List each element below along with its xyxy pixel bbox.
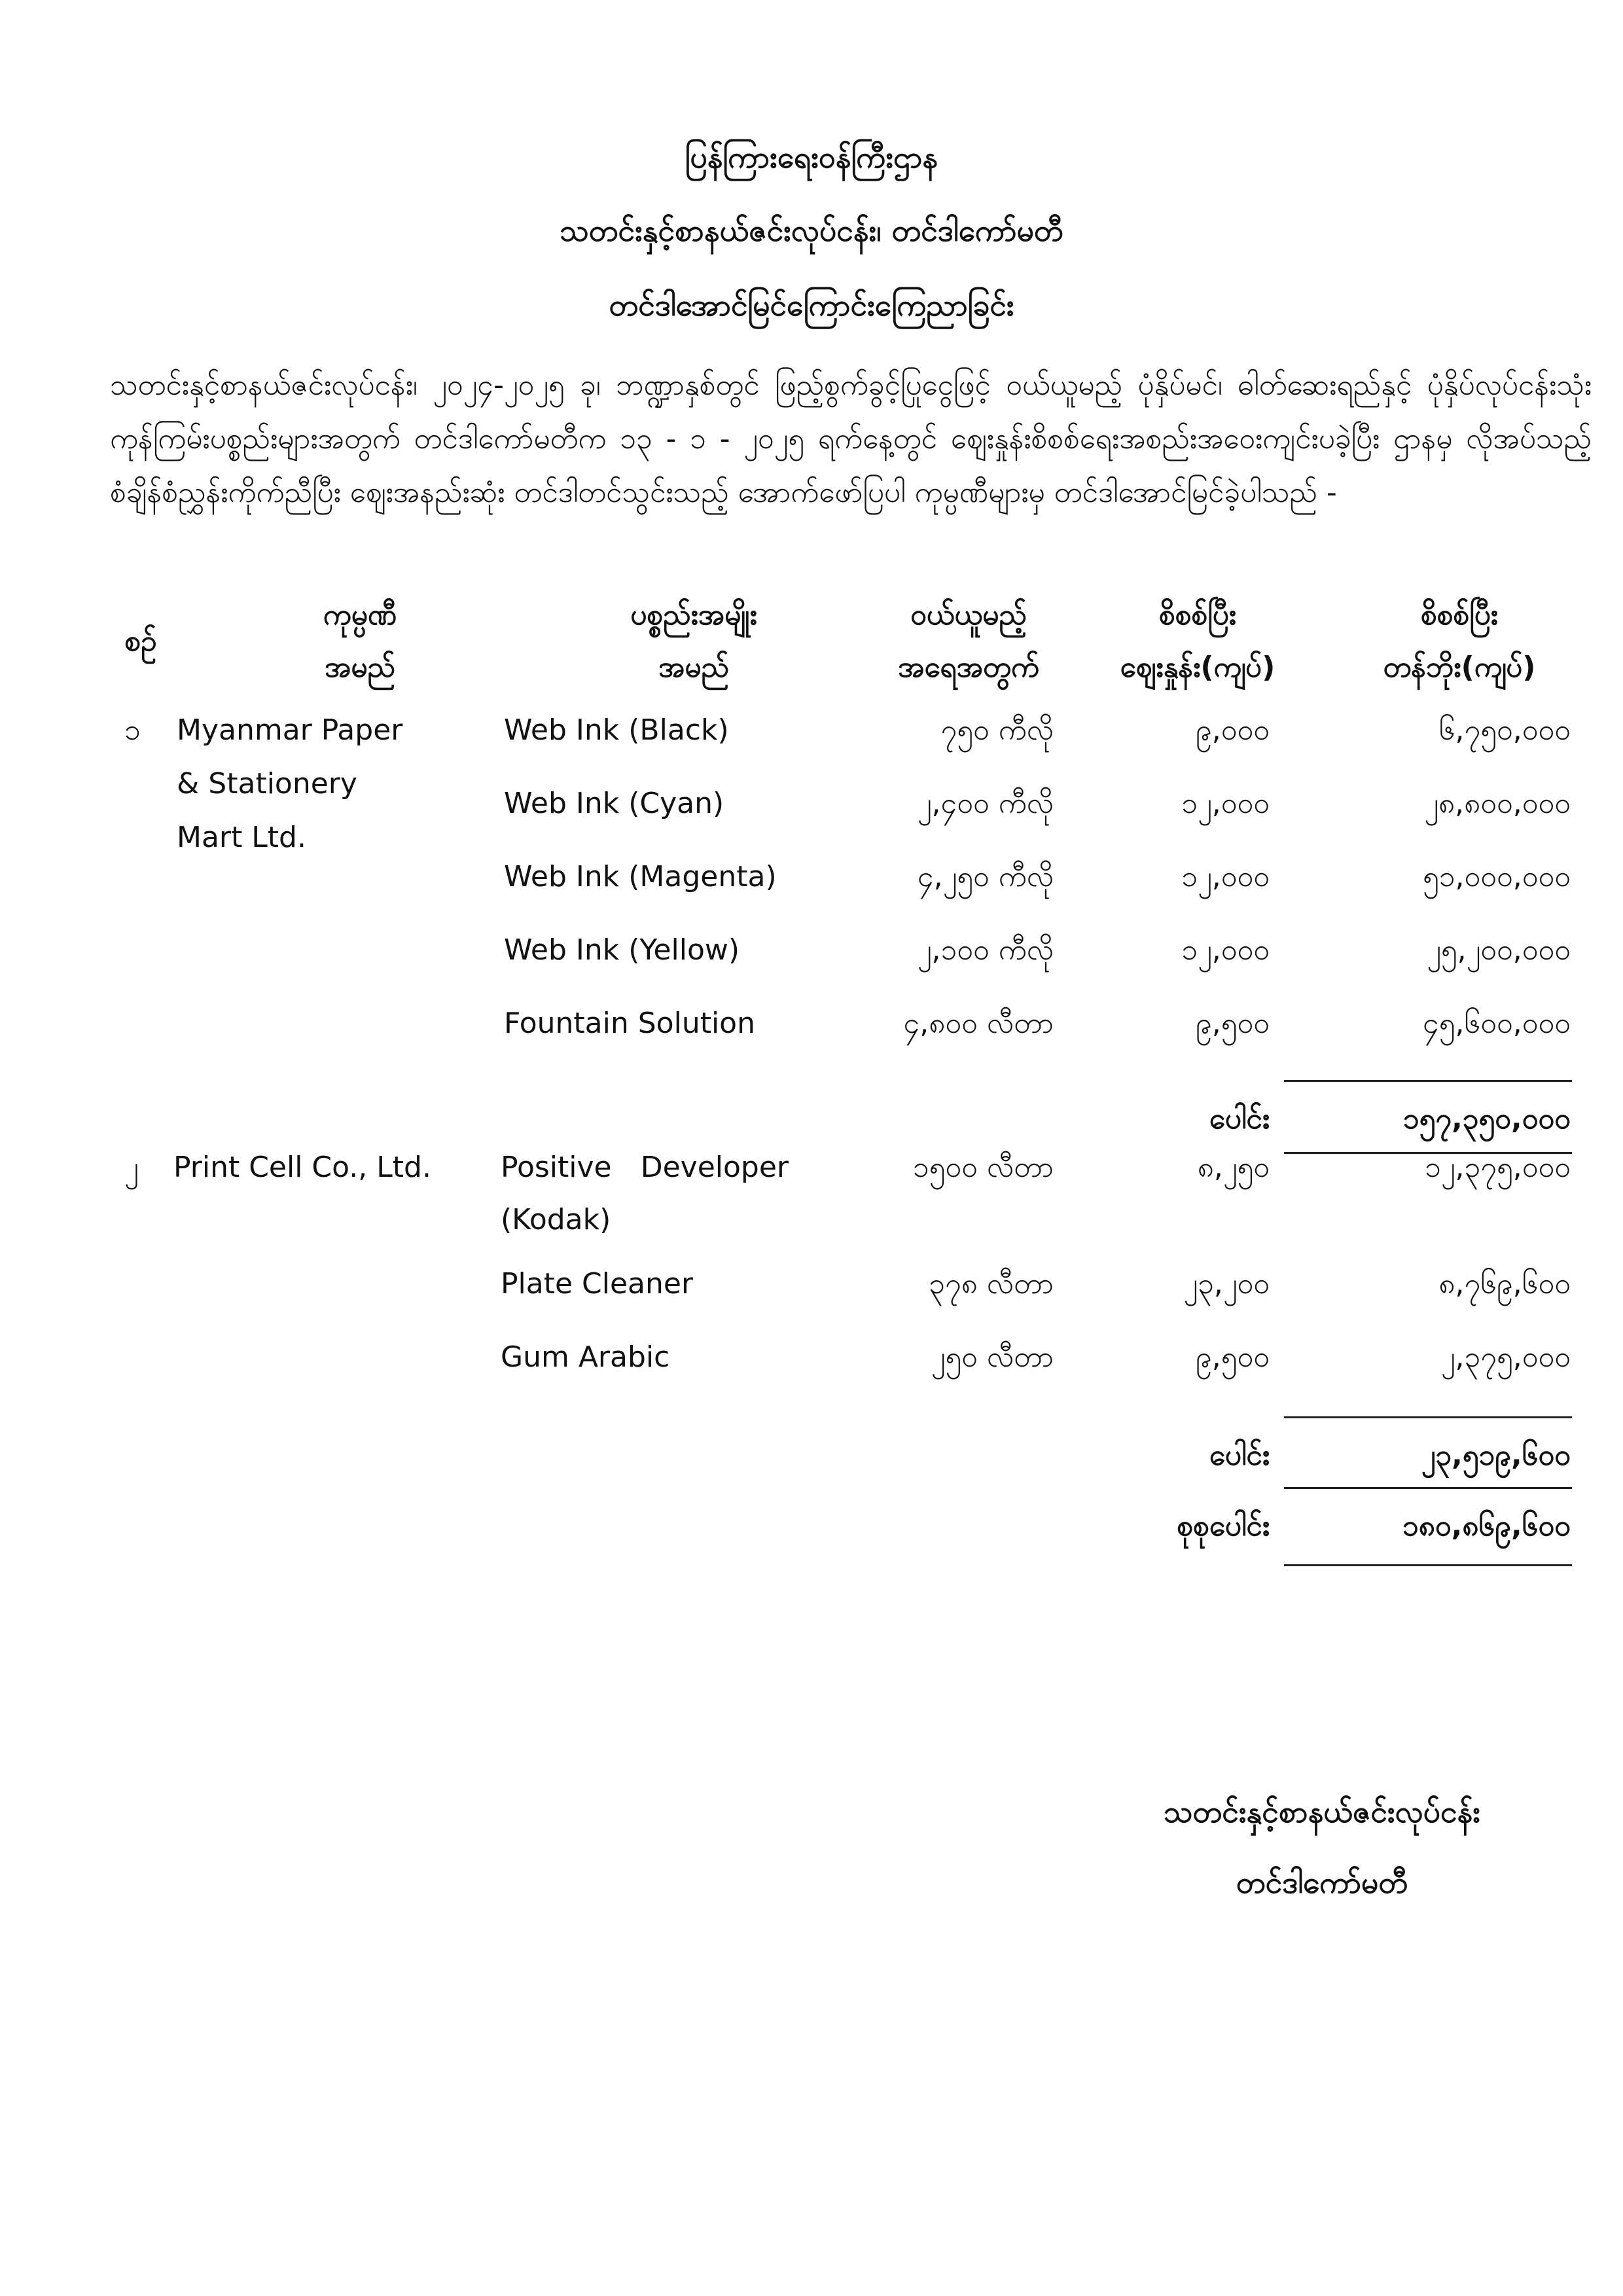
item-name: Web Ink (Cyan)	[504, 787, 724, 820]
grand-total-value: ၁၈၀,၈၆၉,၆၀၀	[1402, 1509, 1571, 1543]
ministry-heading: ပြန်ကြားရေးဝန်ကြီးဌာန	[685, 139, 938, 175]
item-name: Positive Developer (Kodak)	[501, 1151, 789, 1236]
subtotal-value: ၁၅၇,၃၅၀,၀၀၀	[1402, 1102, 1571, 1136]
subtotal-value: ၂၃,၅၁၉,၆၀၀	[1421, 1439, 1571, 1472]
subject-heading: တင်ဒါအောင်မြင်ကြောင်းကြေညာခြင်း	[609, 287, 1014, 323]
item-value: ၂,၃၇၅,၀၀၀	[1440, 1340, 1571, 1374]
header-value-1: စိစစ်ပြီး	[1421, 598, 1498, 632]
signature-line-1: သတင်းနှင့်စာနယ်ဇင်းလုပ်ငန်း	[1164, 1794, 1480, 1829]
item-price: ၈,၂၅၀	[1197, 1151, 1270, 1184]
item-price: ၁၂,၀၀၀	[1181, 933, 1270, 967]
item-value: ၈,၇၆၉,၆၀၀	[1438, 1267, 1571, 1300]
item-value: ၆,၇၅၀,၀၀၀	[1438, 713, 1571, 747]
subtotal-rule	[1284, 1080, 1572, 1082]
item-qty: ၁၅၀၀ လီတာ	[912, 1151, 1054, 1184]
subtotal-label: ပေါင်း	[1209, 1439, 1270, 1472]
item-price: ၉,၅၀၀	[1196, 1340, 1270, 1374]
group-1-company-line: Myanmar Paper	[177, 713, 403, 747]
item-name: Fountain Solution	[504, 1007, 755, 1040]
item-qty: ၂၅၀ လီတာ	[931, 1340, 1054, 1374]
signature-line-2: တင်ဒါကော်မတီ	[1236, 1865, 1408, 1900]
header-company-1: ကုမ္ပဏီ	[323, 598, 397, 632]
item-value: ၂၈,၈၀၀,၀၀၀	[1424, 787, 1571, 820]
item-qty: ၂,၄၀၀ ကီလို	[917, 787, 1054, 820]
item-value: ၁၂,၃၇၅,၀၀၀	[1425, 1151, 1571, 1184]
item-qty: ၃၇၈ လီတာ	[929, 1267, 1054, 1300]
subtotal-label: ပေါင်း	[1209, 1102, 1270, 1136]
item-qty: ၂,၁၀၀ ကီလို	[917, 933, 1054, 967]
group-2-no: ၂	[124, 1151, 139, 1184]
item-price: ၉,၅၀၀	[1196, 1007, 1270, 1040]
subtotal-rule	[1284, 1416, 1572, 1418]
header-price-1: စိစစ်ပြီး	[1159, 598, 1236, 632]
header-company-2: အမည်	[324, 651, 396, 684]
item-name: Gum Arabic	[501, 1340, 670, 1374]
item-price: ၁၂,၀၀၀	[1181, 787, 1270, 820]
group-1-company-line: Mart Ltd.	[177, 821, 306, 854]
item-price: ၁၂,၀၀၀	[1181, 860, 1270, 893]
item-value: ၄၅,၆၀၀,၀၀၀	[1423, 1007, 1571, 1040]
header-price-2: ဈေးနှုန်း(ကျပ်)	[1120, 651, 1275, 684]
header-item-1: ပစ္စည်းအမျိုး	[630, 598, 757, 632]
item-value: ၅၁,၀၀၀,၀၀၀	[1423, 860, 1571, 893]
committee-heading: သတင်းနှင့်စာနယ်ဇင်းလုပ်ငန်း၊ တင်ဒါကော်မတီ	[560, 213, 1063, 248]
header-qty-1: ဝယ်ယူမည့်	[910, 598, 1027, 632]
item-qty: ၄,၈၀၀ လီတာ	[903, 1007, 1054, 1040]
grand-total-rule	[1284, 1564, 1572, 1566]
subtotal-rule	[1284, 1487, 1572, 1489]
item-value: ၂၅,၂၀၀,၀၀၀	[1427, 933, 1571, 967]
group-1-no: ၁	[124, 713, 141, 747]
item-name: Web Ink (Magenta)	[504, 860, 777, 893]
item-qty: ၇၅၀ ကီလို	[940, 713, 1054, 747]
item-price: ၉,၀၀၀	[1196, 713, 1270, 747]
header-item-2: အမည်	[658, 651, 730, 684]
header-qty-2: အရေအတွက်	[898, 651, 1039, 684]
item-name-line	[501, 1141, 789, 1246]
grand-total-label: စုစုပေါင်း	[1177, 1509, 1270, 1543]
item-name: Web Ink (Black)	[504, 713, 729, 747]
item-name: Plate Cleaner	[501, 1267, 694, 1300]
header-value-2: တန်ဘိုး(ကျပ်)	[1383, 651, 1536, 684]
intro-paragraph: သတင်းနှင့်စာနယ်ဇင်းလုပ်ငန်း၊ ၂၀၂၄-၂၀၂၅ ခု၊ ဘဏ္ဍာနှစ်တွင် ဖြည့်စွက်ခွင့်ပြုငွေဖြင့် ဝယ်ယူမည့် ပုံနှိပ်မင်၊ ဓါတ်ဆေးရည်နှင့် ပုံနှိပ်လုပ်ငန်းသုံးကုန်ကြမ်းပစ္စည်းများအတွက် တင်ဒါကော်မတီက ၁၃ - ၁ - ၂၀၂၅ ရက်နေ့တွင် ဈေးနှုန်းစိစစ်ရေးအစည်းအဝေးကျင်းပခဲ့ပြီး ဌာနမှ လိုအပ်သည့် စံချိန်စံညွှန်းကိုက်ညီပြီး ဈေးအနည်းဆုံး တင်ဒါတင်သွင်းသည့် အောက်ဖော်ပြပါ ကုမ္ပဏီများမှ တင်ဒါအောင်မြင်ခဲ့ပါသည် -	[110, 368, 1592, 509]
item-qty: ၄,၂၅၀ ကီလို	[917, 860, 1054, 893]
item-price: ၂၃,၂၀၀	[1183, 1267, 1270, 1300]
item-name: Web Ink (Yellow)	[504, 933, 740, 967]
group-2-company-line: Print Cell Co., Ltd.	[173, 1151, 431, 1184]
group-1-company-line: & Stationery	[177, 767, 357, 800]
header-no: စဉ်	[124, 624, 157, 658]
